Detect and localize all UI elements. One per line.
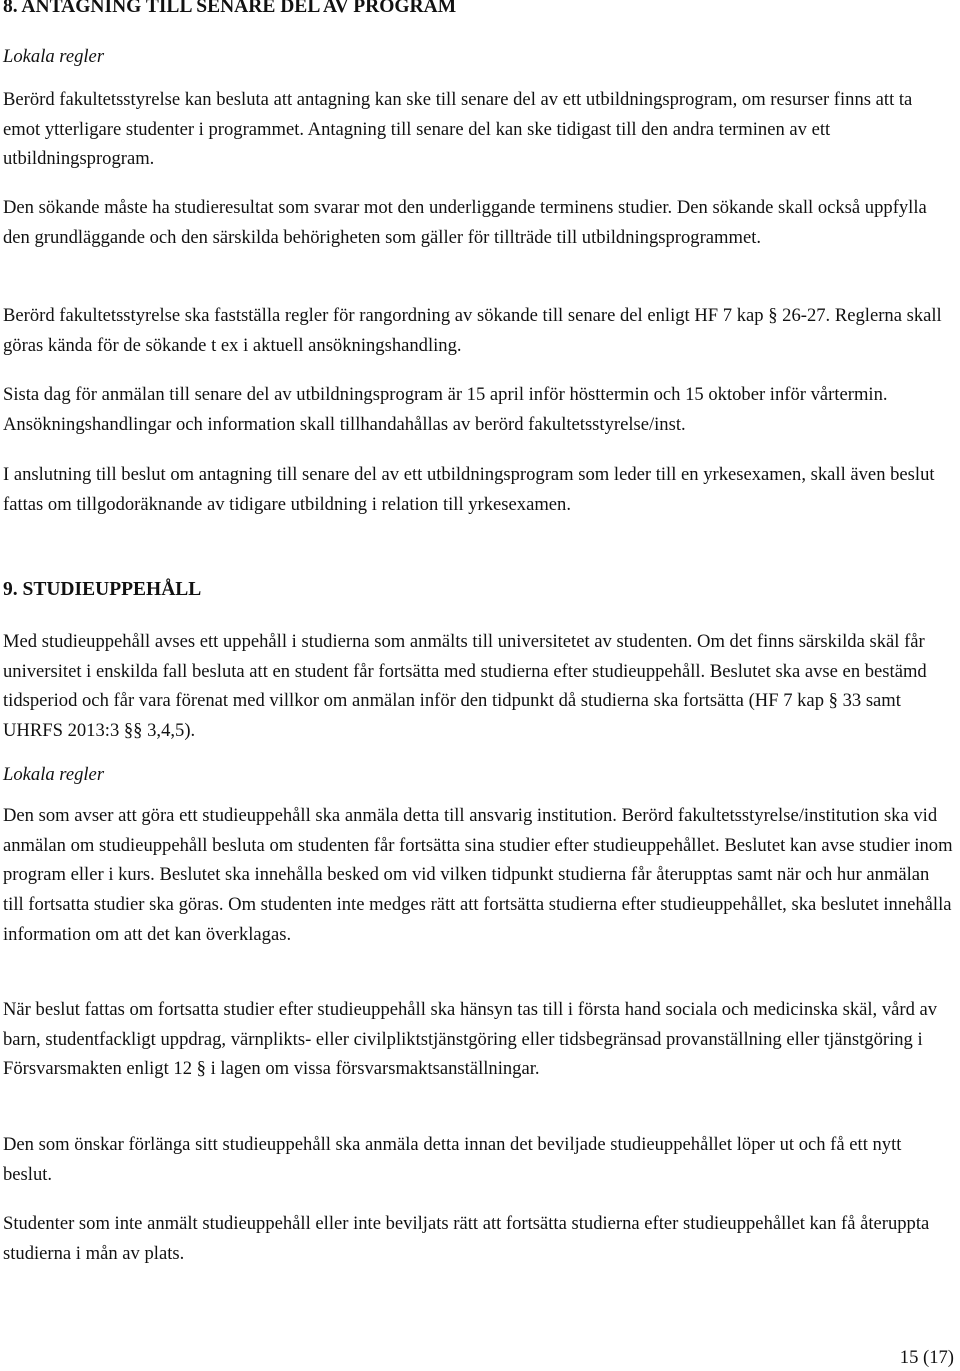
page-number: 15 (17) — [899, 1347, 954, 1368]
paragraph: Studenter som inte anmält studieuppehåll eller inte beviljats rätt att fortsätta studierna efter studieuppehållet kan få återuppta studierna i mån av plats. — [3, 1213, 930, 1264]
paragraph: Berörd fakultetsstyrelse kan besluta att antagning kan ske till senare del av ett utbildningsprogram, om resurser finns att ta emot ytterligare studenter i programmet. Antagning till senare del kan ske tidigast till den andra terminen av ett utbildningsprogram. — [3, 89, 913, 170]
paragraph: Den som önskar förlänga sitt studieuppehåll ska anmäla detta innan det beviljade studieuppehållet löper ut och få ett nytt beslut. — [3, 1134, 902, 1185]
paragraph: När beslut fattas om fortsatta studier efter studieuppehåll ska hänsyn tas till i första hand sociala och medicinska skäl, vård av barn, studentfackligt uppdrag, värnplikts- eller civilpliktstjänstgöring eller tidsbegränsad provanställning eller tjänstgöring i Försvarsmakten enligt 12 § i lagen om vissa försvarsmaktsanställningar. — [3, 999, 938, 1080]
local-rules-label: Lokala regler — [3, 46, 105, 67]
paragraph: Den som avser att göra ett studieuppehåll ska anmäla detta till ansvarig institution. Berörd fakultetsstyrelse/institution ska vid anmälan om studieuppehåll besluta om studenten får fortsätta sina studier efter studieuppehållet. Beslutet kan avse studier inom program eller i kurs. Beslutet ska innehålla besked om vid vilken tidpunkt studierna får återupptas samt när och hur anmälan till fortsatta studier ska göras. Om studenten inte medges rätt att fortsätta studierna efter studieuppehållet, ska beslutet innehålla information om att det kan överklagas. — [3, 805, 953, 945]
local-rules-label: Lokala regler — [3, 764, 105, 785]
section-heading: 8. ANTAGNING TILL SENARE DEL AV PROGRAM — [3, 0, 457, 17]
paragraph: Med studieuppehåll avses ett uppehåll i studierna som anmälts till universitetet av studenten. Om det finns särskilda skäl får universitet i enskilda fall besluta att en student får fortsätta med studierna efter studieuppehåll. Beslutet ska avse en bestämd tidsperiod och får vara förenat med villkor om anmälan inför den tidpunkt då studierna ska fortsätta (HF 7 kap § 33 samt UHRFS 2013:3 §§ 3,4,5). — [3, 631, 927, 742]
paragraph: Sista dag för anmälan till senare del av utbildningsprogram är 15 april inför hösttermin och 15 oktober inför vårtermin. Ansökningshandlingar och information skall tillhandahållas av berörd fakultetsstyrelse/inst. — [3, 384, 888, 435]
paragraph: Den sökande måste ha studieresultat som svarar mot den underliggande terminens studier. Den sökande skall också uppfylla den grundläggande och den särskilda behörigheten som gäller för tillträde till utbildningsprogrammet. — [3, 197, 927, 248]
paragraph: Berörd fakultetsstyrelse ska fastställa regler för rangordning av sökande till senare del enligt HF 7 kap § 26-27. Reglerna skall göras kända för de sökande t ex i aktuell ansökningshandling. — [3, 305, 942, 356]
section-heading: 9. STUDIEUPPEHÅLL — [3, 579, 202, 600]
paragraph: I anslutning till beslut om antagning till senare del av ett utbildningsprogram som leder till en yrkesexamen, skall även beslut fattas om tillgodoräknande av tidigare utbildning i relation till yrkesexamen. — [3, 464, 935, 515]
